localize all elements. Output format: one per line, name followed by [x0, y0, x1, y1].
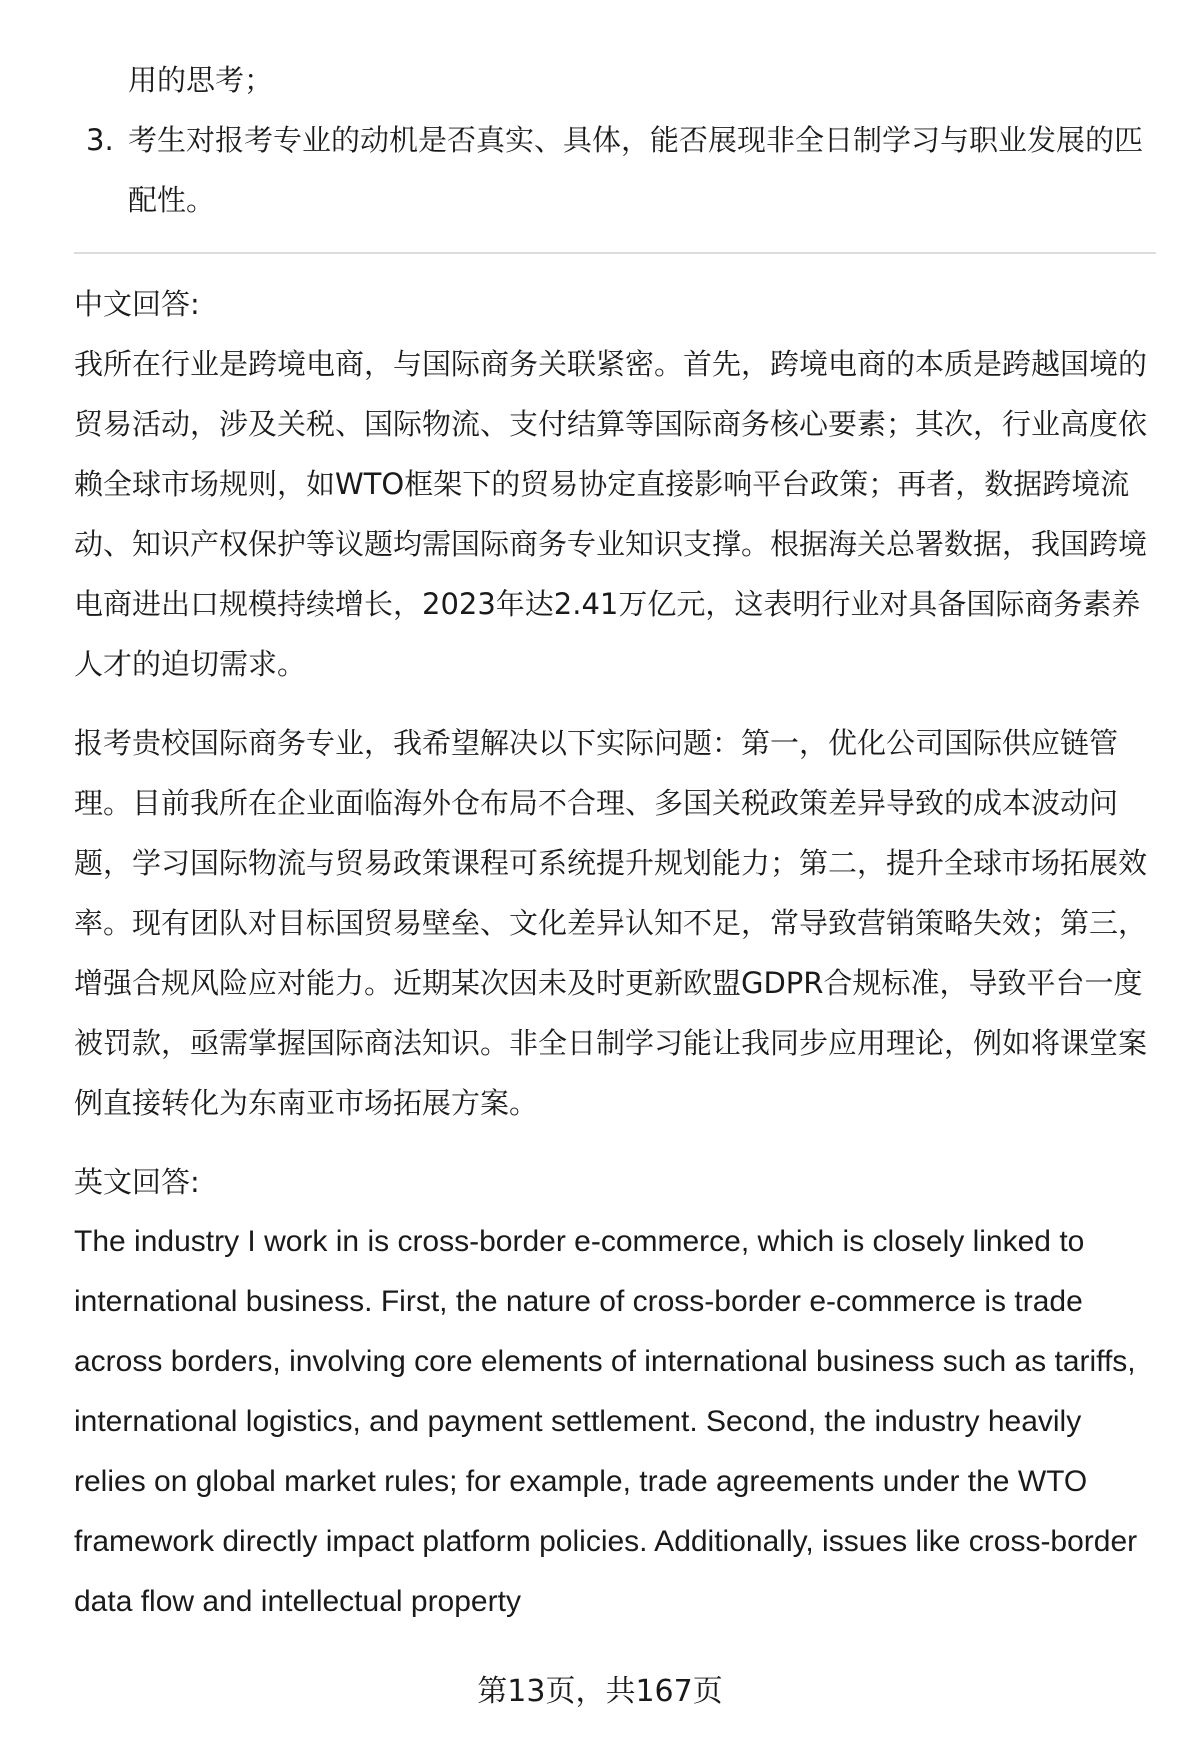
- list-item-continuation: 用的思考；: [128, 63, 274, 97]
- chinese-answer-heading: 中文回答:: [74, 287, 200, 321]
- english-answer-paragraph: The industry I work in is cross-border e-commerce, which is closely linked to international business. First, the nature of cross-border e-commerce is trade across borders, involving core elements of international business such as tariffs, international logistics, and payment settlement. Second, the industry heavily relies on global market rules; for example, trade agreements under the WTO framework directly impact platform policies. Additionally, issues like cross-border data flow and intellectual property: [74, 1225, 1138, 1618]
- list-number: 3.: [86, 123, 114, 157]
- chinese-answer-paragraph-1: 我所在行业是跨境电商，与国际商务关联紧密。首先，跨境电商的本质是跨越国境的贸易活动，涉及关税、国际物流、支付结算等国际商务核心要素；其次，行业高度依赖全球市场规则，如WTO框架下的贸易协定直接影响平台政策；再者，数据跨境流动、知识产权保护等议题均需国际商务专业知识支撑。根据海关总署数据，我国跨境电商进出口规模持续增长，2023年达2.41万亿元，这表明行业对具备国际商务素养人才的迫切需求。: [74, 347, 1148, 681]
- list-item: [74, 110, 1156, 230]
- page-number-footer: 第13页，共167页: [477, 1674, 723, 1709]
- chinese-answer-paragraph-2: 报考贵校国际商务专业，我希望解决以下实际问题：第一，优化公司国际供应链管理。目前我所在企业面临海外仓布局不合理、多国关税政策差异导致的成本波动问题，学习国际物流与贸易政策课程可系统提升规划能力；第二，提升全球市场拓展效率。现有团队对目标国贸易壁垒、文化差异认知不足，常导致营销策略失效；第三，增强合规风险应对能力。近期某次因未及时更新欧盟GDPR合规标准，导致平台一度被罚款，亟需掌握国际商法知识。非全日制学习能让我同步应用理论，例如将课堂案例直接转化为东南亚市场拓展方案。: [74, 726, 1148, 1120]
- list-item-text: 考生对报考专业的动机是否真实、具体，能否展现非全日制学习与职业发展的匹配性。: [128, 123, 1144, 217]
- english-answer-heading: 英文回答:: [74, 1165, 200, 1199]
- section-divider: [74, 252, 1156, 254]
- page-content: [74, 50, 1156, 1632]
